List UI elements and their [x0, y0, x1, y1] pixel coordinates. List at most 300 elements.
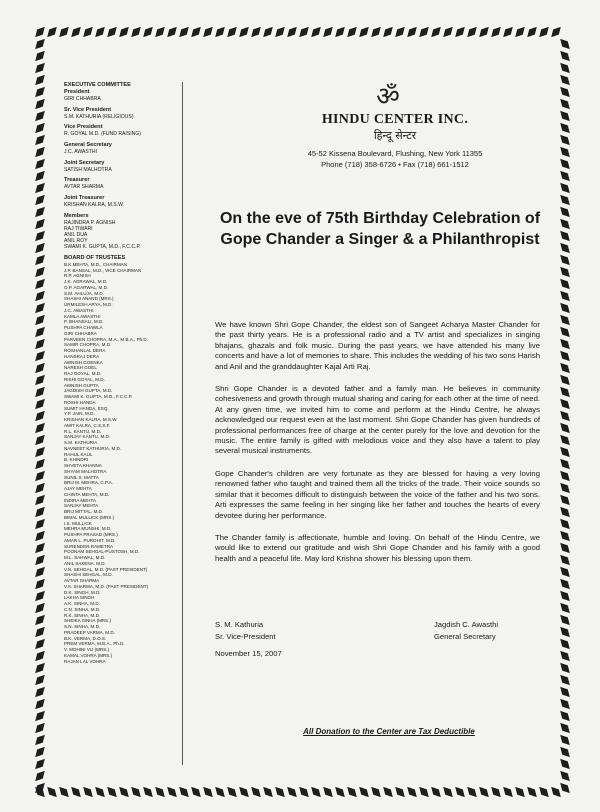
officer-title: Vice President [64, 124, 103, 131]
border-ornament [83, 787, 93, 797]
border-ornament [560, 675, 570, 685]
border-ornament [35, 411, 45, 421]
trustee-name: CHINTA MEHTA, M.D. [64, 491, 110, 497]
om-symbol-icon [368, 80, 408, 110]
signature-right [434, 619, 498, 643]
border-ornament [251, 787, 261, 797]
border-ornament [227, 27, 237, 37]
border-ornament [35, 531, 45, 541]
border-ornament [275, 787, 285, 797]
border-ornament [275, 27, 285, 37]
officer-title: President [64, 89, 90, 95]
border-ornament [560, 99, 570, 109]
officer-title: Members [64, 212, 89, 219]
trustee-name: KAMAL VOHRA (MRS.) [64, 652, 113, 658]
border-ornament [35, 711, 45, 721]
border-ornament [560, 651, 570, 661]
border-ornament [35, 459, 45, 469]
border-ornament [203, 27, 213, 37]
border-ornament [287, 27, 297, 37]
border-ornament [35, 51, 45, 61]
officer-name: RAJINDRA P. AGNISH RAJ TIWARI ANIL DUA ANIL ROY SWAMI K. GUPTA, M.D., F.C.C.P. [64, 219, 141, 251]
border-ornament [560, 399, 570, 409]
border-ornament [347, 787, 357, 797]
trustee-name: I.S. MULLICK [64, 520, 92, 526]
border-ornament [35, 339, 45, 349]
trustee-name: R.P. AGNISH [64, 273, 91, 279]
trustee-name: POONAM SEHGAL-PUSTOSH, M.D. [64, 549, 140, 555]
border-ornament [560, 363, 570, 373]
border-ornament [239, 787, 249, 797]
trustee-name: R.K. SINHA, M.D. [64, 612, 101, 618]
border-ornament [35, 99, 45, 109]
border-ornament [35, 363, 45, 373]
border-ornament [419, 787, 429, 797]
border-ornament [560, 471, 570, 481]
border-ornament [560, 663, 570, 673]
org-name: HINDU CENTER INC. [321, 112, 469, 127]
border-ornament [35, 651, 45, 661]
trustee-name: ROSHANLAL DERA [64, 348, 106, 354]
trustee-name: PUSHPA PRASAD (MRS.) [64, 532, 118, 538]
border-ornament [227, 787, 237, 797]
border-ornament [179, 27, 189, 37]
border-ornament [560, 75, 570, 85]
border-ornament [455, 787, 465, 797]
border-ornament [560, 279, 570, 289]
border-ornament [560, 639, 570, 649]
border-ornament [35, 243, 45, 253]
border-ornament [359, 787, 369, 797]
trustee-name: JAGDISH GUPTA, M.D. [64, 388, 113, 394]
trustee-name: INDIRA MEHTA [64, 497, 96, 503]
border-ornament [35, 627, 45, 637]
border-ornament [35, 291, 45, 301]
border-ornament [560, 411, 570, 421]
trustee-name: SANJAY KANTU, M.D. [64, 434, 111, 440]
officer-entry [64, 195, 174, 208]
border-ornament [359, 27, 369, 37]
trustee-name: SUMIT HANDA, ESQ. [64, 405, 109, 411]
border-ornament [95, 787, 105, 797]
committee-heading: EXECUTIVE COMMITTEE [64, 82, 131, 88]
border-ornament [491, 787, 501, 797]
border-ornament [35, 207, 45, 217]
border-ornament [35, 387, 45, 397]
trustee-name: SANJAY MEHTA [64, 503, 99, 509]
border-ornament [35, 663, 45, 673]
trustee-name: Y.P. JAIN, M.D. [64, 411, 95, 417]
border-ornament [35, 255, 45, 265]
border-ornament [560, 435, 570, 445]
border-ornament [551, 27, 561, 37]
officer-title: Sr. Vice President [64, 106, 112, 113]
border-ornament [383, 27, 393, 37]
officer-title: Joint Secretary [64, 159, 105, 166]
border-ornament [560, 51, 570, 61]
border-ornament [35, 579, 45, 589]
border-ornament [35, 759, 45, 769]
border-ornament [560, 159, 570, 169]
border-ornament [323, 787, 333, 797]
trustee-name: AWNISH GOENKA [64, 359, 103, 365]
trustee-name: GIRI CHHABRA [64, 330, 97, 336]
border-ornament [35, 135, 45, 145]
trustee-name: A.K. SINHA, M.D. [64, 601, 100, 607]
trustee-name: B.K. VERMA, D.O.S. [64, 635, 107, 641]
border-ornament [371, 27, 381, 37]
trustee-name: B.K.MEHTA, M.D., CHAIRMAN [64, 261, 128, 267]
trustee-name: RISHI GOYAL, M.D. [64, 376, 105, 382]
trustee-name: PARVEEN CHOPRA, M.A., M.B.A., Ph.D. [64, 336, 148, 342]
trustee-name: SHVETA KHANNA [64, 463, 102, 469]
border-ornament [167, 27, 177, 37]
border-ornament [551, 787, 561, 797]
trustee-name: AMIT KALRA, C.S.S.F. [64, 422, 111, 428]
border-ornament [35, 615, 45, 625]
letter-date: November 15, 2007 [215, 649, 282, 658]
border-ornament [191, 787, 201, 797]
border-ornament [560, 267, 570, 277]
border-ornament [107, 27, 117, 37]
border-ornament [263, 27, 273, 37]
border-ornament [59, 27, 69, 37]
trustees-list [64, 262, 174, 665]
signer-title: Sr. Vice-President [215, 632, 276, 641]
border-ornament [560, 507, 570, 517]
border-ornament [239, 27, 249, 37]
border-ornament [560, 39, 570, 49]
trustee-name: AMAR L. PUROHIT, M.D. [64, 537, 116, 543]
border-ornament [35, 195, 45, 205]
trustee-name: RAJAN LAL VOHRA [64, 658, 106, 664]
border-ornament [35, 435, 45, 445]
border-ornament [35, 171, 45, 181]
border-ornament [560, 495, 570, 505]
border-ornament [35, 327, 45, 337]
border-ornament [560, 519, 570, 529]
trustee-name: KAMLA AWASTHI [64, 313, 101, 319]
column-divider [182, 82, 183, 765]
trustee-name: BRIJ MITTAL, M.D. [64, 509, 104, 515]
border-ornament [479, 27, 489, 37]
border-ornament [35, 159, 45, 169]
trustee-name: SHEIKA SINHA (MRS.) [64, 618, 111, 624]
signer-name: Jagdish C. Awasthi [434, 620, 499, 629]
trustee-name: P. BHANSALI, M.D. [64, 319, 104, 325]
trustee-name: J.K. AGRAWAL, M.D. [64, 279, 108, 285]
border-ornament [371, 787, 381, 797]
border-ornament [71, 787, 81, 797]
border-ornament [560, 135, 570, 145]
border-ornament [263, 787, 273, 797]
border-ornament [47, 27, 57, 37]
body-paragraph-4: The Chander family is affectionate, humble and loving. On behalf of the Hindu Centre, we would like to extend our gratitude and wish Shri Gope Chander and his family with a good health and a peaceful life. May lord Krishna shower his blessing upon them. [215, 532, 540, 563]
trustee-name: URMILESH ARYA, M.D. [64, 302, 113, 308]
border-ornament [560, 123, 570, 133]
trustee-name: SHYAM MALHOTRA [64, 468, 107, 474]
trustee-name: O.P. AGARWAL, M.D. [64, 284, 109, 290]
border-ornament [515, 27, 525, 37]
officer-name: KRISHAN KALRA, M.S.W. [64, 202, 125, 209]
border-ornament [35, 423, 45, 433]
trustee-name: KRISHAN KALRA, M.S.W. [64, 417, 118, 423]
body-paragraph-1: We have known Shri Gope Chander, the eldest son of Sangeet Acharya Master Chander for the past thirty years. He is a professional radio and a TV artist and specializes in singing bhajans, ghazals and folk music. During the past years, we have attended his many live concerts and have a lot of memories to share. This includes the wedding of his two sons Harish and Anil and the granddaughter Kajal Arti Raj. [215, 320, 540, 371]
border-ornament [215, 27, 225, 37]
border-ornament [35, 219, 45, 229]
border-ornament [560, 147, 570, 157]
border-ornament [35, 555, 45, 565]
signer-title: General Secretary [434, 632, 496, 641]
border-ornament [560, 687, 570, 697]
letter-main [205, 80, 541, 780]
border-ornament [560, 615, 570, 625]
officer-entry [64, 124, 174, 137]
border-ornament [560, 63, 570, 73]
border-ornament [560, 723, 570, 733]
officers-list [64, 89, 174, 250]
officer-entry [64, 107, 174, 120]
border-ornament [35, 183, 45, 193]
border-ornament [35, 675, 45, 685]
border-ornament [560, 459, 570, 469]
border-ornament [431, 27, 441, 37]
trustee-name: SURENDER RAMETRA [64, 543, 114, 549]
officer-title: Treasurer [64, 177, 90, 184]
trustee-name: R.L. KANTU, M.D. [64, 428, 102, 434]
border-ornament [35, 279, 45, 289]
border-ornament [35, 111, 45, 121]
border-ornament [167, 787, 177, 797]
border-ornament [560, 87, 570, 97]
trustee-name: C.N. SINHA, M.D. [64, 606, 101, 612]
trustee-name: RAJ GOYAL, M.D. [64, 371, 102, 377]
border-ornament [560, 699, 570, 709]
trustee-name: J.C. AWASTHI [64, 307, 94, 313]
border-ornament [35, 687, 45, 697]
border-ornament [155, 27, 165, 37]
trustee-name: LAKHA SINGH [64, 595, 95, 601]
letter-body [215, 320, 540, 576]
border-ornament [287, 787, 297, 797]
border-ornament [35, 771, 45, 781]
border-ornament [560, 603, 570, 613]
border-ornament [560, 255, 570, 265]
border-ornament [323, 27, 333, 37]
border-ornament [560, 327, 570, 337]
border-ornament [527, 27, 537, 37]
border-ornament [203, 787, 213, 797]
border-ornament [191, 27, 201, 37]
border-ornament [251, 27, 261, 37]
border-ornament [215, 787, 225, 797]
border-ornament [515, 787, 525, 797]
border-ornament [35, 447, 45, 457]
trustee-name: S.M. AHLUJA, M.D. [64, 290, 104, 296]
trustee-name: SAMIR CHOPRA, M.D. [64, 342, 112, 348]
border-ornament [35, 483, 45, 493]
border-ornament [35, 723, 45, 733]
border-ornament [335, 27, 345, 37]
officer-entry [64, 89, 174, 102]
border-ornament [83, 27, 93, 37]
body-paragraph-2: Shri Gope Chander is a devoted father and a family man. He believes in community cohesiveness and growth through mutual sharing and caring for each other at the time of need. At any given time, we invited him to come and perform at the Hindu Centre, he always acknowledged our request even at the last moment. Shri Gope Chander has given hundreds of professional performances free of charge at the center purely for the love and devotion for the music. The entire family is gifted with melodious voice and they also have a talent to play several musical instruments. [215, 384, 540, 456]
officer-name: J.C. AWASTHI [64, 149, 98, 156]
border-ornament [119, 27, 129, 37]
officer-name: GIRI CHHABRA [64, 96, 101, 102]
border-ornament [560, 195, 570, 205]
address-line: 45-52 Kissena Boulevard, Flushing, New York 11355 [307, 149, 483, 158]
officer-name: S.M. KATHURIA (RELIGIOUS) [64, 113, 134, 120]
border-ornament [560, 375, 570, 385]
border-ornament [560, 555, 570, 565]
border-ornament [35, 303, 45, 313]
border-ornament [35, 399, 45, 409]
border-ornament [560, 567, 570, 577]
border-ornament [560, 735, 570, 745]
border-ornament [35, 639, 45, 649]
officer-entry [64, 160, 174, 173]
border-ornament [455, 27, 465, 37]
officer-name: R. GOYAL M.D. (FUND RAISING) [64, 131, 141, 138]
officer-title: Joint Treasurer [64, 195, 105, 202]
trustee-name: ROSHI HANDA [64, 399, 96, 405]
trustee-name: ANIL SAXENA, M.D. [64, 560, 106, 566]
border-ornament [383, 787, 393, 797]
border-ornament [35, 519, 45, 529]
border-ornament [560, 291, 570, 301]
officer-entry [64, 177, 174, 190]
border-ornament [299, 27, 309, 37]
svg-text:ॐ: ॐ [376, 82, 400, 110]
border-ornament [467, 27, 477, 37]
border-ornament [560, 339, 570, 349]
trustee-name: BRIJ M. MEHRA, C.P.A. [64, 480, 113, 486]
trustee-name: MEHRA MUNSHI, M.D. [64, 526, 112, 532]
border-ornament [131, 27, 141, 37]
border-ornament [560, 207, 570, 217]
border-ornament [71, 27, 81, 37]
border-ornament [395, 787, 405, 797]
border-ornament [560, 183, 570, 193]
trustee-name: M.L. SAHWAL, M.D. [64, 555, 106, 561]
border-ornament [467, 787, 477, 797]
trustee-name: SUNIL S. MATTA [64, 474, 99, 480]
border-ornament [311, 27, 321, 37]
border-ornament [35, 315, 45, 325]
border-ornament [560, 579, 570, 589]
border-ornament [560, 171, 570, 181]
border-ornament [143, 787, 153, 797]
border-ornament [527, 787, 537, 797]
trustee-name: HANSRAJ DERA [64, 353, 100, 359]
phone-line: Phone (718) 358-6726 • Fax (718) 661-1512 [321, 160, 469, 169]
border-ornament [503, 27, 513, 37]
border-ornament [395, 27, 405, 37]
border-ornament [443, 27, 453, 37]
border-ornament [560, 231, 570, 241]
border-ornament [560, 771, 570, 781]
trustee-name: AJAY MEHTA [64, 486, 92, 492]
border-ornament [179, 787, 189, 797]
border-ornament [35, 63, 45, 73]
officer-entry [64, 142, 174, 155]
border-ornament [131, 787, 141, 797]
trustee-name: D.K. SINGH, M.D. [64, 589, 101, 595]
border-ornament [560, 351, 570, 361]
border-ornament [560, 423, 570, 433]
trustee-name: PUSHPA CHAWLA [64, 325, 103, 331]
border-ornament [419, 27, 429, 37]
border-ornament [59, 787, 69, 797]
border-ornament [560, 543, 570, 553]
border-ornament [35, 123, 45, 133]
border-ornament [560, 591, 570, 601]
border-ornament [503, 787, 513, 797]
border-ornament [479, 787, 489, 797]
border-ornament [539, 787, 549, 797]
border-ornament [35, 39, 45, 49]
border-ornament [560, 243, 570, 253]
border-ornament [560, 483, 570, 493]
tax-deductible-note: All Donation to the Center are Tax Deductible [303, 727, 475, 736]
border-ornament [560, 759, 570, 769]
trustee-name: V. MOHINI VIJ (MRS.) [64, 647, 110, 653]
org-address [265, 148, 525, 170]
border-ornament [35, 747, 45, 757]
border-ornament [143, 27, 153, 37]
border-ornament [35, 699, 45, 709]
border-ornament [35, 507, 45, 517]
border-ornament [299, 787, 309, 797]
border-ornament [35, 567, 45, 577]
sidebar-committee-list [64, 82, 174, 782]
border-ornament [35, 375, 45, 385]
border-ornament [347, 27, 357, 37]
border-ornament [35, 543, 45, 553]
border-ornament [35, 75, 45, 85]
trustee-name: B. KHINDRI [64, 457, 89, 463]
border-ornament [560, 531, 570, 541]
border-ornament [95, 27, 105, 37]
officer-title: General Secretary [64, 142, 112, 149]
border-ornament [560, 387, 570, 397]
border-ornament [35, 147, 45, 157]
officer-name: AVTAR SHARMA [64, 184, 104, 191]
trustee-name: S.M. KATHURIA [64, 440, 98, 446]
border-ornament [431, 787, 441, 797]
border-ornament [311, 787, 321, 797]
trustee-name: RAHUL KAUL [64, 451, 93, 457]
border-ornament [35, 231, 45, 241]
border-ornament [560, 627, 570, 637]
border-ornament [335, 787, 345, 797]
border-ornament [35, 27, 45, 37]
signer-name: S. M. Kathuria [215, 620, 264, 629]
trustee-name: PREM VERMA, M.B.A., Ph.D. [64, 641, 125, 647]
border-ornament [35, 471, 45, 481]
border-ornament [107, 787, 117, 797]
border-ornament [443, 787, 453, 797]
border-ornament [35, 495, 45, 505]
officer-name: SATISH MALHOTRA [64, 166, 112, 173]
officer-entry [64, 213, 174, 250]
trustee-name: BIMAL MULLICK (MRS.) [64, 514, 115, 520]
border-ornament [35, 351, 45, 361]
trustee-name: J.P. BANSAL, M.D., VICE CHAIRMAN [64, 267, 142, 273]
border-ornament [35, 87, 45, 97]
border-ornament [560, 303, 570, 313]
